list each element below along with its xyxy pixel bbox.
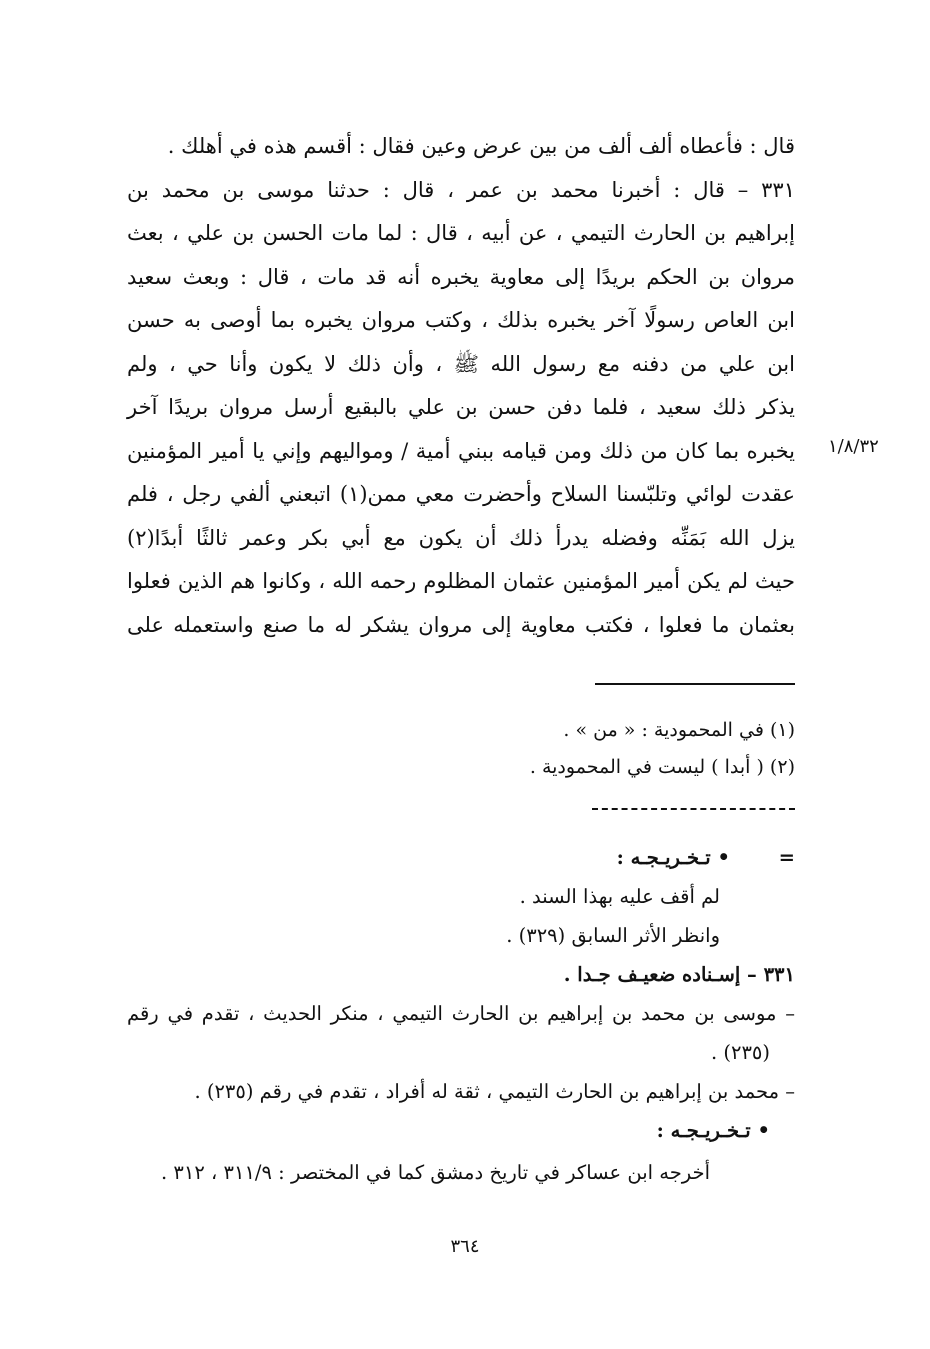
main-text-line: يزل الله بَمَنِّه وفضله يدرأ ذلك أن يكون مع أبي بكر وعمر ثالثًا أبدًا(٢)	[127, 525, 795, 550]
main-text-line: ابن علي من دفنه مع رسول الله ﷺ ، وأن ذلك لا يكون وأنا حي ، ولم	[127, 351, 795, 376]
page-number: ٣٦٤	[450, 1236, 480, 1257]
main-text-line: ٣٣١ – قال : أخبرنا محمد بن عمر ، قال : حدثنا موسى بن محمد بن	[127, 177, 795, 202]
isnad-heading: ٣٣١ – إسـناده ضعيـف جـدا .	[563, 963, 795, 986]
footnote: (١) في المحمودية : « من » .	[563, 719, 795, 741]
main-text-line: يخبره بما كان من ذلك ومن قيامه ببني أمية / ومواليهم وإني يا أمير المؤمنين	[127, 438, 796, 463]
main-text-block	[127, 125, 795, 647]
takhrij-heading: • تـخـريـجـه :	[656, 1119, 770, 1142]
main-text-line: ابن العاص رسولًا آخر يخبره بذلك ، وكتب مروان يخبره بما أوصى به حسن	[127, 308, 795, 332]
takhrij-heading-text: • تـخـريـجـه :	[616, 846, 730, 869]
main-text-line: عقدت لوائي وتلبّسنا السلاح وأحضرت معي ممن(١) اتبعني ألفي رجل ، فلم	[127, 482, 796, 506]
commentary-separator	[592, 808, 795, 810]
takhrij-heading	[127, 838, 795, 877]
margin-reference-note: ١/٨/٣٢	[828, 436, 879, 457]
main-text-line: حيث لم يكن أمير المؤمنين عثمان المظلوم رحمه الله ، وكانوا هم الذين فعلوا	[127, 569, 795, 593]
narrator-note: – محمد بن إبراهيم بن الحارث التيمي ، ثقة له أفراد ، تقدم في رقم (٢٣٥) .	[194, 1080, 795, 1103]
footnote: (٢) ( أبدا ) ليست في المحمودية .	[529, 756, 795, 778]
source-reference: أخرجه ابن عساكر في تاريخ دمشق كما في المختصر : ٣١١/٩ ، ٣١٢ .	[160, 1161, 710, 1184]
commentary-block	[127, 838, 795, 1192]
footnotes-block	[295, 712, 795, 786]
main-text-line: قال : فأعطاه ألف ألف من بين عرض وعين فقال : أقسم هذه في أهلك .	[167, 134, 795, 158]
main-text-line: يذكر ذلك سعيد ، فلما دفن حسن بن علي بالبقيع أرسل مروان بريدًا آخر	[127, 395, 795, 419]
narrator-note: – موسى بن محمد بن إبراهيم بن الحارث التيمي ، منكر الحديث ، تقدم في رقم	[127, 1002, 795, 1025]
commentary-line: وانظر الأثر السابق (٣٢٩) .	[506, 924, 720, 947]
continuation-sign: =	[778, 846, 795, 869]
footnote-separator	[595, 683, 795, 685]
main-text-line: مروان بن الحكم بريدًا إلى معاوية يخبره أنه قد مات ، قال : وبعث سعيد	[127, 264, 795, 289]
narrator-note-continuation: (٢٣٥) .	[710, 1041, 770, 1064]
main-text-line: إبراهيم بن الحارث التيمي ، عن أبيه ، قال : لما مات الحسن بن علي ، بعث	[127, 221, 795, 245]
main-text-line: بعثمان ما فعلوا ، فكتب معاوية إلى مروان يشكر له ما صنع واستعمله على	[127, 612, 795, 637]
commentary-line: لم أقف عليه بهذا السند .	[519, 885, 720, 908]
